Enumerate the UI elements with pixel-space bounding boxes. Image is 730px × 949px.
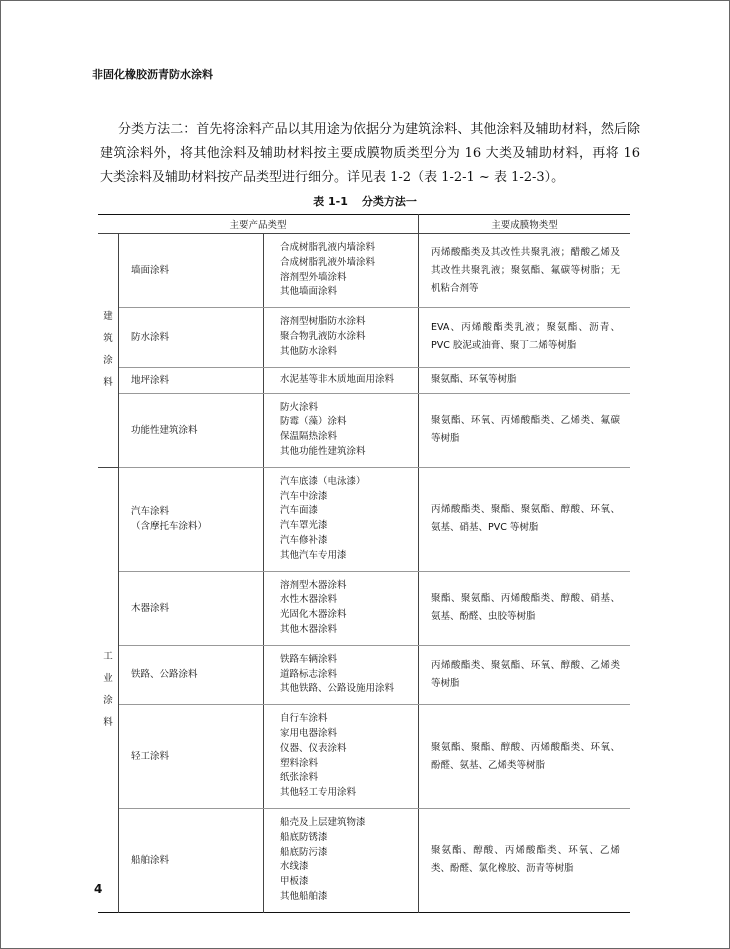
- category-cell: 功能性建筑涂料: [119, 393, 264, 467]
- products-cell: 船壳及上层建筑物漆 船底防锈漆 船底防污漆 水线漆 甲板漆 其他船舶漆: [264, 808, 419, 912]
- category-cell: 地坪涂料: [119, 367, 264, 393]
- table-row: [98, 645, 630, 704]
- products-cell: 汽车底漆（电泳漆） 汽车中涂漆 汽车面漆 汽车罩光漆 汽车修补漆 其他汽车专用漆: [264, 467, 419, 571]
- film-cell: 聚氨酯、聚酯、醇酸、丙烯酸酯类、环氧、酚醛、氨基、乙烯类等树脂: [419, 705, 631, 809]
- table-row: [98, 367, 630, 393]
- table-row: [98, 393, 630, 467]
- film-cell: 聚氨酯、醇酸、丙烯酸酯类、环氧、乙烯类、酚醛、氯化橡胶、沥青等树脂: [431, 845, 620, 875]
- table-row: [98, 705, 630, 809]
- running-header: 非固化橡胶沥青防水涂料: [92, 68, 213, 81]
- classification-table: [98, 214, 630, 913]
- table-row: [98, 467, 630, 571]
- film-cell: EVA、丙烯酸酯类乳液；聚氨酯、沥青、PVC 胶泥或油膏、聚丁二烯等树脂: [419, 308, 631, 367]
- body-paragraph: 分类方法二：首先将涂料产品以其用途为依据分为建筑涂料、其他涂料及辅助材料，然后除建筑涂料外，将其他涂料及辅助材料按主要成膜物质类型分为 16 大类及辅助材料，再将 16 大类涂料及辅助材料按产品类型进行细分。详见表 1-2（表 1-2-1 ~ 表 1-2-3）。: [100, 122, 640, 185]
- table-header-row: [98, 215, 630, 234]
- products-cell: 溶剂型树脂防水涂料 聚合物乳液防水涂料 其他防水涂料: [264, 308, 419, 367]
- film-cell: 丙烯酸酯类及其改性共聚乳液；醋酸乙烯及其改性共聚乳液；聚氨酯、氟碳等树脂；无机粘合剂等: [419, 234, 631, 308]
- table-row: [98, 571, 630, 645]
- category-cell: 汽车涂料 （含摩托车涂料）: [119, 467, 264, 571]
- products-cell: 防火涂料 防霉（藻）涂料 保温隔热涂料 其他功能性建筑涂料: [264, 393, 419, 467]
- category-cell: 轻工涂料: [119, 705, 264, 809]
- category-cell: 防水涂料: [119, 308, 264, 367]
- header-product-type: 主要产品类型: [98, 215, 419, 234]
- products-cell: 铁路车辆涂料 道路标志涂料 其他铁路、公路设施用涂料: [264, 645, 419, 704]
- table-caption: [0, 193, 730, 209]
- products-cell: 自行车涂料 家用电器涂料 仪器、仪表涂料 塑料涂料 纸张涂料 其他轻工专用涂料: [264, 705, 419, 809]
- table-number: 表 1-1: [313, 195, 348, 208]
- table-title: 分类方法一: [361, 195, 417, 208]
- category-cell: 墙面涂料: [119, 234, 264, 308]
- products-cell: 溶剂型木器涂料 水性木器涂料 光固化木器涂料 其他木器涂料: [264, 571, 419, 645]
- table-row: [98, 808, 630, 912]
- film-cell: 聚氨酯、环氧、丙烯酸酯类、乙烯类、氟碳等树脂: [419, 393, 631, 467]
- products-cell: 水泥基等非木质地面用涂料: [264, 367, 419, 393]
- film-cell: 聚氨酯、环氧等树脂: [419, 367, 631, 393]
- category-cell: 铁路、公路涂料: [119, 645, 264, 704]
- category-cell: 木器涂料: [119, 571, 264, 645]
- group-industrial: 工 业 涂 料: [98, 467, 119, 912]
- header-film-type: 主要成膜物类型: [419, 215, 631, 234]
- film-cell: 聚酯、聚氨酯、丙烯酸酯类、醇酸、硝基、氨基、酚醛、虫胶等树脂: [419, 571, 631, 645]
- page-number: 4: [94, 882, 103, 896]
- products-cell: 合成树脂乳液内墙涂料 合成树脂乳液外墙涂料 溶剂型外墙涂料 其他墙面涂料: [264, 234, 419, 308]
- table-row: [98, 308, 630, 367]
- category-cell: 船舶涂料: [119, 808, 264, 912]
- film-cell: 丙烯酸酯类、聚酯、聚氨酯、醇酸、环氧、氨基、硝基、PVC 等树脂: [419, 467, 631, 571]
- table-row: [98, 234, 630, 308]
- film-cell: 丙烯酸酯类、聚氨酯、环氧、醇酸、乙烯类等树脂: [419, 645, 631, 704]
- group-building: 建 筑 涂 料: [98, 234, 119, 468]
